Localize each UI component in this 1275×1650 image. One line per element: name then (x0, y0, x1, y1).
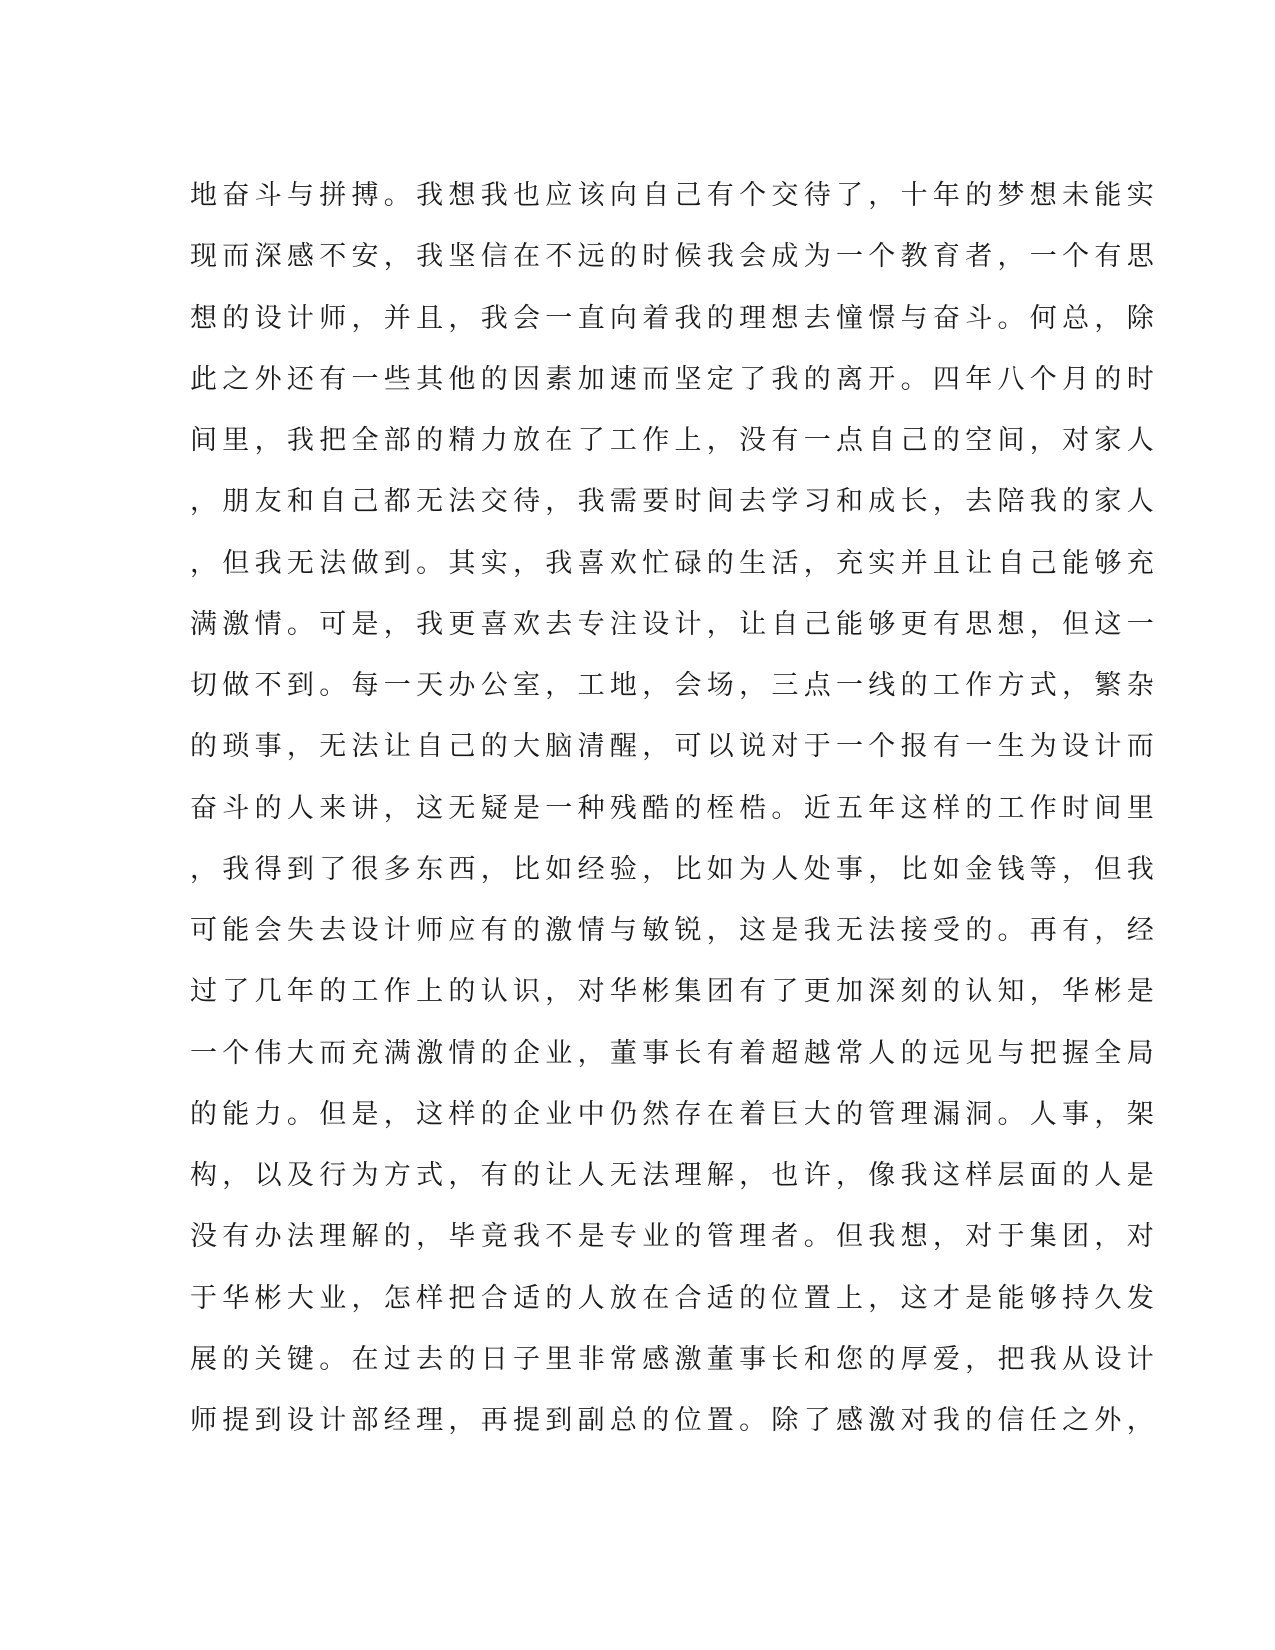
text-line: 构，以及行为方式，有的让人无法理解，也许，像我这样层面的人是 (190, 1160, 1159, 1191)
text-line: 一个伟大而充满激情的企业，董事长有着超越常人的远见与把握全局 (190, 1037, 1159, 1069)
text-line: 切做不到。每一天办公室，工地，会场，三点一线的工作方式，繁杂 (190, 670, 1159, 701)
text-line: 此之外还有一些其他的因素加速而坚定了我的离开。四年八个月的时 (190, 363, 1159, 395)
text-line: 满激情。可是，我更喜欢去专注设计，让自己能够更有思想，但这一 (190, 608, 1159, 640)
text-line: 可能会失去设计师应有的激情与敏锐，这是我无法接受的。再有，经 (190, 915, 1159, 946)
text-line: ，但我无法做到。其实，我喜欢忙碌的生活，充实并且让自己能够充 (190, 547, 1159, 579)
text-line: ，我得到了很多东西，比如经验，比如为人处事，比如金钱等，但我 (190, 853, 1159, 885)
text-line: 没有办法理解的，毕竟我不是专业的管理者。但我想，对于集团，对 (190, 1221, 1159, 1253)
text-line: 过了几年的工作上的认识，对华彬集团有了更加深刻的认知，华彬是 (190, 976, 1159, 1008)
text-line: 地奋斗与拼搏。我想我也应该向自己有个交待了，十年的梦想未能实 (190, 180, 1159, 211)
text-line: 的能力。但是，这样的企业中仍然存在着巨大的管理漏洞。人事，架 (190, 1098, 1159, 1130)
text-line: 于华彬大业，怎样把合适的人放在合适的位置上，这才是能够持久发 (190, 1282, 1159, 1314)
text-line: 间里，我把全部的精力放在了工作上，没有一点自己的空间，对家人 (190, 425, 1159, 456)
text-line: 展的关键。在过去的日子里非常感激董事长和您的厚爱，把我从设计 (190, 1343, 1159, 1375)
body-text (190, 165, 1159, 1451)
text-line: 现而深感不安，我坚信在不远的时候我会成为一个教育者，一个有思 (190, 241, 1159, 273)
text-line: 奋斗的人来讲，这无疑是一种残酷的桎梏。近五年这样的工作时间里 (190, 792, 1159, 824)
text-line: ，朋友和自己都无法交待，我需要时间去学习和成长，去陪我的家人 (190, 486, 1159, 518)
text-line: 想的设计师，并且，我会一直向着我的理想去憧憬与奋斗。何总，除 (190, 302, 1159, 334)
text-line: 师提到设计部经理，再提到副总的位置。除了感激对我的信任之外， (190, 1405, 1159, 1436)
text-line: 的琐事，无法让自己的大脑清醒，可以说对于一个报有一生为设计而 (190, 731, 1159, 763)
